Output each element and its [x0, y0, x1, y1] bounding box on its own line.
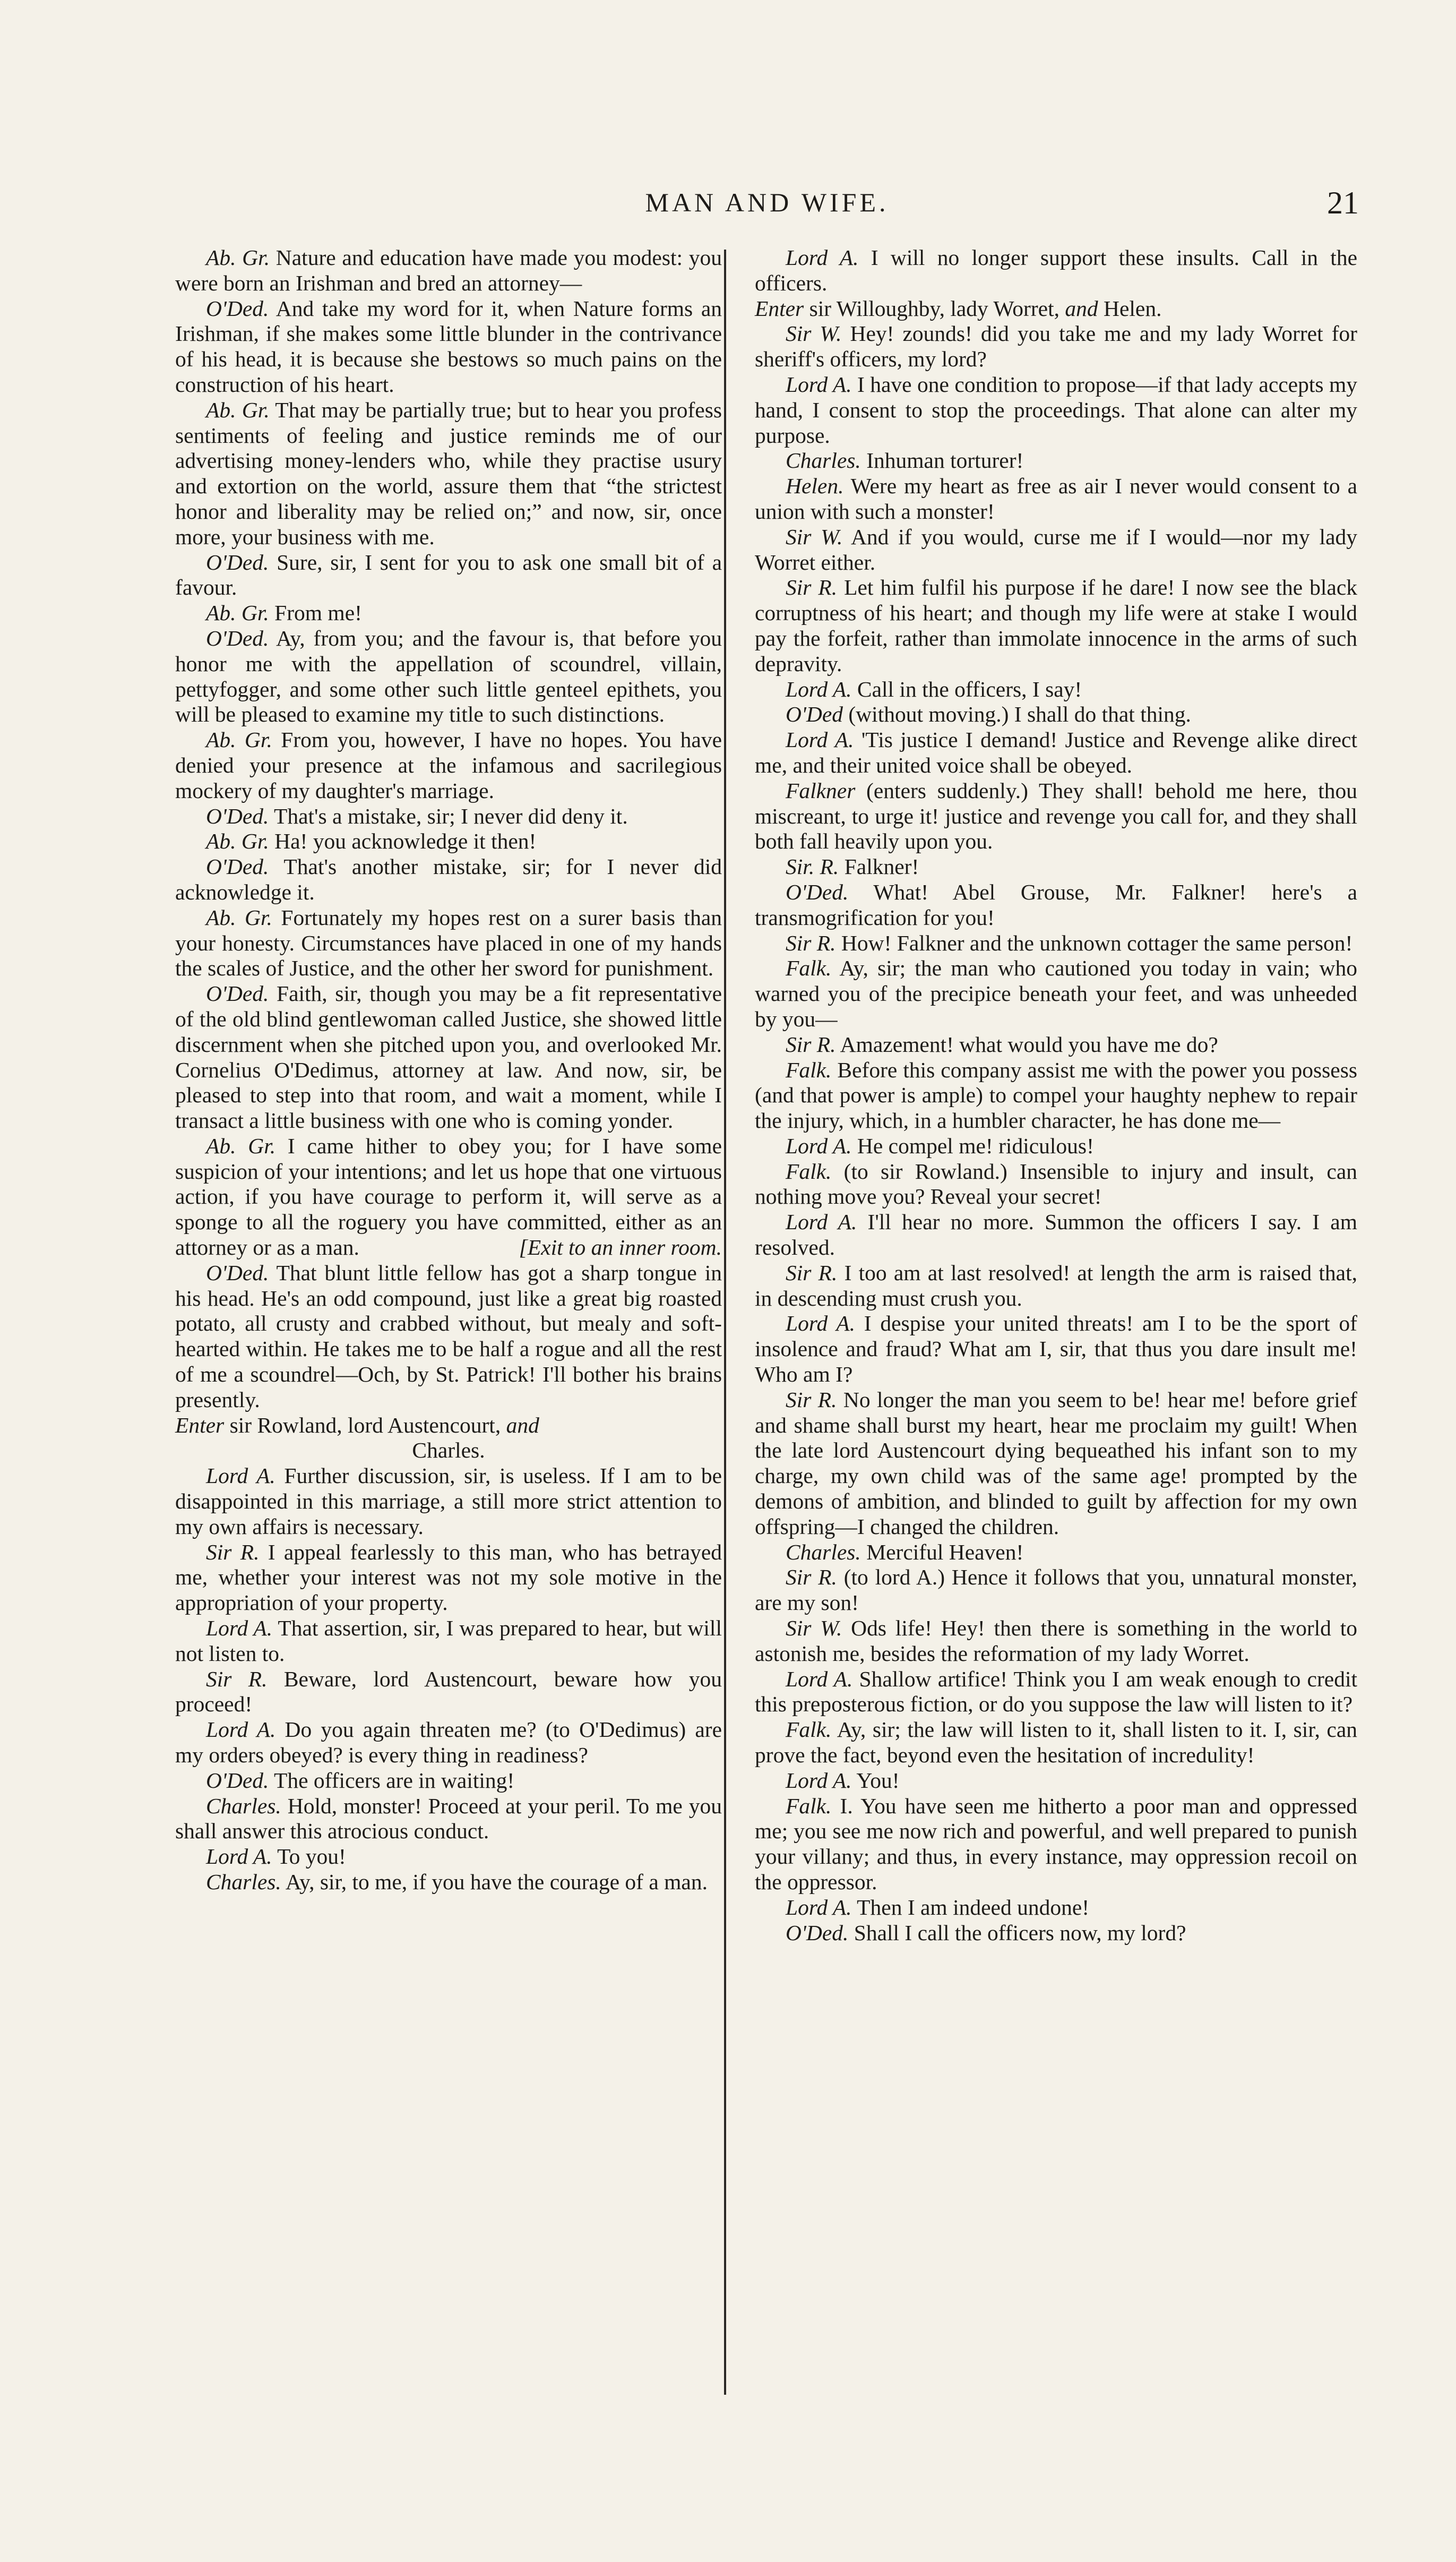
- speaker-name: Falk.: [786, 956, 832, 981]
- speaker-name: Lord A.: [206, 1844, 272, 1869]
- stage-center: Charles.: [412, 1438, 485, 1463]
- speech-paragraph: [175, 1540, 722, 1616]
- speaker-name: Sir. R.: [786, 854, 839, 879]
- speech-text: (without moving.) I shall do that thing.: [843, 702, 1191, 727]
- speech-text: And take my word for it, when Nature forms an Irishman, if she makes some little blunder in the contrivance of his head, it is because she bestows so much pains on the construction of his heart.: [175, 296, 722, 397]
- speech-paragraph: [755, 956, 1357, 1032]
- speech-text: Hey! zounds! did you take me and my lady Worret for sheriff's officers, my lord?: [755, 321, 1357, 372]
- speech-text: Fortunately my hopes rest on a surer basis than your honesty. Circumstances have placed in one of my hands the scales of Justice, and the other her sword for punishment.: [175, 905, 722, 981]
- speech-text: That's another mistake, sir; for I never did acknowledge it.: [175, 854, 722, 904]
- speaker-name: Falk.: [786, 1057, 832, 1082]
- speech-text: Ay, sir, to me, if you have the courage of a man.: [281, 1870, 708, 1894]
- speech-text: I have one condition to propose—if that lady accepts my hand, I consent to stop the proceedings. That alone can alter my purpose.: [755, 372, 1357, 448]
- speaker-name: O'Ded.: [206, 550, 269, 575]
- speaker-name: O'Ded.: [206, 1260, 269, 1285]
- speech-paragraph: [755, 525, 1357, 576]
- speech-paragraph: [755, 1210, 1357, 1261]
- speech-paragraph: [755, 1794, 1357, 1895]
- speaker-name: O'Ded.: [206, 803, 269, 828]
- stage-enter: Enter: [175, 1412, 225, 1437]
- speaker-name: Lord A.: [206, 1717, 276, 1742]
- speaker-name: Lord A.: [786, 1210, 857, 1235]
- speaker-name: O'Ded.: [206, 981, 269, 1006]
- speech-paragraph: [175, 1768, 722, 1794]
- speech-paragraph: [175, 296, 722, 398]
- speaker-name: Lord A.: [786, 1768, 852, 1793]
- speech-text: (to sir Rowland.) Insensible to injury and insult, can nothing move you? Reveal your secret!: [755, 1159, 1357, 1209]
- speaker-name: Falk.: [786, 1793, 832, 1818]
- speech-paragraph: [755, 372, 1357, 448]
- speech-text: How! Falkner and the unknown cottager the same person!: [835, 930, 1353, 955]
- speech-text: That blunt little fellow has got a sharp tongue in his head. He's an odd compound, just like a great big roasted potato, all crusty and crabbed without, but mealy and soft-hearted within. He takes me to be half a rogue and all the rest of me a scoundrel—Och, by St. Patrick! I'll bother his brains presently.: [175, 1260, 722, 1412]
- running-title: MAN AND WIFE.: [645, 187, 889, 217]
- speech-paragraph: [755, 1717, 1357, 1768]
- speaker-name: Sir W.: [786, 321, 842, 346]
- speaker-name: Sir R.: [786, 930, 836, 955]
- speaker-name: Falkner: [786, 778, 856, 803]
- speaker-name: O'Ded.: [206, 296, 269, 321]
- speech-text: Ods life! Hey! then there is something in the world to astonish me, besides the reformation of my lady Worret.: [755, 1616, 1357, 1666]
- speech-paragraph: [755, 1311, 1357, 1387]
- speaker-name: Ab. Gr.: [206, 397, 270, 422]
- speaker-name: O'Ded.: [786, 1920, 849, 1945]
- stage-tail: Helen.: [1098, 296, 1162, 321]
- speech-text: Ay, from you; and the favour is, that before you honor me with the appellation of scoundrel, villain, pettyfogger, and some other such little genteel epithets, you will be pleased to examine my title to such distinctions.: [175, 625, 722, 727]
- speaker-name: Charles.: [786, 448, 861, 473]
- speaker-name: Sir R.: [206, 1539, 260, 1564]
- speech-text: Before this company assist me with the power you possess (and that power is ample) to compel your haughty nephew to repair the injury, which, in a humbler character, he has done me—: [755, 1057, 1357, 1133]
- speech-text: The officers are in waiting!: [269, 1768, 515, 1793]
- speech-text: I too am at last resolved! at length the arm is raised that, in descending must crush you.: [755, 1260, 1358, 1310]
- speech-text: (enters suddenly.) They shall! behold me here, thou miscreant, to urge it! justice and revenge you call for, and they shall both fall heavily upon you.: [755, 778, 1357, 854]
- speech-text: Call in the officers, I say!: [851, 676, 1082, 701]
- speech-paragraph: [175, 550, 722, 601]
- speech-paragraph: [175, 1794, 722, 1845]
- speaker-name: Lord A.: [786, 1311, 855, 1336]
- speech-text: Sure, sir, I sent for you to ask one small bit of a favour.: [175, 550, 722, 600]
- speaker-name: Ab. Gr.: [206, 727, 272, 752]
- speech-text: I will no longer support these insults. Call in the officers.: [755, 245, 1357, 295]
- speaker-name: Lord A.: [786, 727, 854, 752]
- speaker-name: Ab. Gr.: [206, 1133, 276, 1158]
- speech-paragraph: [755, 1261, 1357, 1312]
- speech-text: Further discussion, sir, is useless. If I am to be disappointed in this marriage, a still more strict attention to my own affairs is necessary.: [175, 1463, 722, 1539]
- speech-paragraph: [755, 1616, 1357, 1667]
- speech-text: Merciful Heaven!: [860, 1539, 1024, 1564]
- speech-paragraph: [175, 1463, 722, 1539]
- speaker-name: Sir W.: [786, 524, 843, 549]
- speech-paragraph: [175, 727, 722, 803]
- speech-paragraph: [755, 575, 1357, 676]
- speaker-name: Falk.: [786, 1159, 832, 1184]
- speech-paragraph: [175, 1870, 722, 1895]
- speaker-name: Lord A.: [786, 372, 852, 397]
- speech-paragraph: [175, 1261, 722, 1413]
- stage-text: sir Rowland, lord Austencourt,: [224, 1412, 506, 1437]
- speaker-name: O'Ded.: [206, 1768, 269, 1793]
- speaker-name: O'Ded.: [206, 854, 269, 879]
- left-column: [175, 245, 722, 1895]
- speaker-name: O'Ded.: [786, 879, 849, 904]
- speech-text: Ay, sir; the man who cautioned you today in vain; who warned you of the precipice beneath your feet, and was unheeded by you—: [755, 956, 1357, 1031]
- speech-text: Let him fulfil his purpose if he dare! I now see the black corruptness of his heart; and though my life were at stake I would pay the forfeit, rather than immolate innocence in the arms of such depravity.: [755, 575, 1357, 676]
- speech-text: From me!: [269, 601, 362, 625]
- speech-text: Faith, sir, though you may be a fit representative of the old blind gentlewoman called Justice, she showed little discernment when she pitched upon you, and overlooked Mr. Cornelius O'Dedimus, attorney at law. And now, sir, be pleased to step into that room, and wait a moment, while I transact a little business with one who is coming yonder.: [175, 981, 722, 1133]
- page-header: [175, 187, 1359, 229]
- speech-paragraph: [755, 1058, 1357, 1134]
- speech-text: 'Tis justice I demand! Justice and Revenge alike direct me, and their united voice shall be obeyed.: [755, 727, 1357, 777]
- speech-paragraph: [175, 829, 722, 854]
- speech-paragraph: [755, 1540, 1357, 1565]
- speaker-name: Sir R.: [786, 1260, 838, 1285]
- speech-paragraph: [175, 1667, 722, 1718]
- speech-paragraph: [755, 854, 1357, 880]
- stage-direction: [175, 1413, 722, 1464]
- speech-text: No longer the man you seem to be! hear me! before grief and shame shall burst my heart, hear me proclaim my guilt! When the late lord Austencourt dying bequeathed his infant son to my charge, my own child was of the same age! prompted by the demons of ambition, and blinded to guilt by affection for my own offspring—I changed the children.: [755, 1387, 1358, 1539]
- page-number: 21: [1327, 185, 1359, 220]
- speaker-name: Lord A.: [786, 676, 852, 701]
- speaker-name: Sir R.: [786, 1565, 837, 1590]
- speech-paragraph: [175, 626, 722, 727]
- speech-text: Do you again threaten me? (to O'Dedimus) are my orders obeyed? is every thing in readiness?: [175, 1717, 722, 1768]
- exit-direction: [Exit to an inner room.: [519, 1235, 722, 1260]
- speaker-name: Lord A.: [786, 1666, 853, 1691]
- speech-paragraph: [755, 1134, 1357, 1159]
- speech-paragraph: [755, 1387, 1357, 1540]
- speech-text: Nature and education have made you modest: you were born an Irishman and bred an attorney—: [175, 245, 722, 295]
- speech-text: You!: [851, 1768, 900, 1793]
- speech-text: Ha! you acknowledge it then!: [269, 829, 537, 854]
- speaker-name: Ab. Gr.: [206, 829, 269, 854]
- speech-paragraph: [755, 1032, 1357, 1058]
- speaker-name: Lord A.: [206, 1463, 275, 1488]
- speech-paragraph: [755, 880, 1357, 931]
- speech-text: I came hither to obey you; for I have some suspicion of your intentions; and let us hope that one virtuous action, if you have courage to perform it, will serve as a sponge to all the roguery you have committed, either as an attorney or as a man.: [175, 1133, 722, 1260]
- speech-paragraph: [175, 1134, 722, 1261]
- speech-text: He compel me! ridiculous!: [851, 1133, 1094, 1158]
- speaker-name: Sir R.: [786, 575, 838, 600]
- speech-text: Shall I call the officers now, my lord?: [848, 1920, 1186, 1945]
- right-column: [755, 245, 1357, 1946]
- speaker-name: Ab. Gr.: [206, 601, 269, 625]
- speaker-name: O'Ded: [786, 702, 843, 727]
- speech-paragraph: [755, 1768, 1357, 1794]
- speech-paragraph: [755, 1667, 1357, 1718]
- speech-text: Ay, sir; the law will listen to it, shall listen to it. I, sir, can prove the fact, beyond even the hesitation of incredulity!: [755, 1717, 1357, 1768]
- speech-paragraph: [175, 1616, 722, 1667]
- speech-text: That may be partially true; but to hear you profess sentiments of feeling and justice reminds me of our advertising money-lenders who, while they practise usury and extortion on the world, assure them that “the strictest honor and liberality may be relied on;” and now, sir, once more, your business with me.: [175, 397, 722, 549]
- speaker-name: Ab. Gr.: [206, 245, 270, 270]
- speaker-name: Lord A.: [786, 245, 859, 270]
- speaker-name: O'Ded.: [206, 625, 269, 650]
- speech-text: Hold, monster! Proceed at your peril. To me you shall answer this atrocious conduct.: [175, 1793, 722, 1844]
- speech-paragraph: [175, 905, 722, 981]
- speech-text: Were my heart as free as air I never would consent to a union with such a monster!: [755, 474, 1357, 524]
- speaker-name: Helen.: [786, 474, 844, 499]
- speech-text: Then I am indeed undone!: [851, 1895, 1090, 1920]
- speech-paragraph: [755, 474, 1357, 525]
- speech-paragraph: [175, 398, 722, 550]
- speech-paragraph: [755, 677, 1357, 702]
- speech-paragraph: [755, 702, 1357, 727]
- speech-text: What! Abel Grouse, Mr. Falkner! here's a transmogrification for you!: [755, 879, 1357, 930]
- speaker-name: Lord A.: [786, 1133, 852, 1158]
- speech-paragraph: [175, 804, 722, 829]
- speech-paragraph: [755, 778, 1357, 854]
- speaker-name: Charles.: [206, 1793, 281, 1818]
- speech-text: (to lord A.) Hence it follows that you, unnatural monster, are my son!: [755, 1565, 1358, 1615]
- speech-text: I appeal fearlessly to this man, who has betrayed me, whether your interest was not my sole motive in the appropriation of your property.: [175, 1539, 722, 1615]
- speaker-name: Ab. Gr.: [206, 905, 272, 930]
- speech-paragraph: [175, 981, 722, 1134]
- speech-text: Falkner!: [839, 854, 919, 879]
- speaker-name: Lord A.: [206, 1616, 273, 1641]
- speech-text: From you, however, I have no hopes. You have denied your presence at the infamous and sacrilegious mockery of my daughter's marriage.: [175, 727, 722, 803]
- speaker-name: Lord A.: [786, 1895, 852, 1920]
- speech-text: That's a mistake, sir; I never did deny it.: [269, 803, 628, 828]
- speech-paragraph: [755, 1565, 1357, 1616]
- speech-text: Amazement! what would you have me do?: [835, 1032, 1218, 1057]
- stage-enter: Enter: [755, 296, 804, 321]
- speaker-name: Sir R.: [206, 1666, 268, 1691]
- speech-paragraph: [755, 1159, 1357, 1210]
- speaker-name: Charles.: [206, 1870, 281, 1894]
- speech-paragraph: [755, 727, 1357, 778]
- speech-paragraph: [175, 1717, 722, 1768]
- speech-paragraph: [755, 1895, 1357, 1921]
- speaker-name: Sir R.: [786, 1032, 836, 1057]
- speech-text: Beware, lord Austencourt, beware how you proceed!: [175, 1666, 722, 1717]
- stage-and: and: [506, 1412, 539, 1437]
- column-divider: [724, 250, 726, 2395]
- speech-text: And if you would, curse me if I would—nor my lady Worret either.: [755, 524, 1357, 575]
- speech-text: I despise your united threats! am I to be the sport of insolence and fraud? What am I, sir, that thus you dare insult me! Who am I?: [755, 1311, 1357, 1387]
- speech-paragraph: [755, 245, 1357, 296]
- speech-paragraph: [175, 601, 722, 626]
- stage-direction: [755, 296, 1357, 322]
- speech-paragraph: [175, 245, 722, 296]
- speech-paragraph: [755, 931, 1357, 956]
- speech-text: To you!: [272, 1844, 346, 1869]
- speech-paragraph: [175, 854, 722, 905]
- speaker-name: Sir R.: [786, 1387, 837, 1412]
- speech-paragraph: [755, 448, 1357, 474]
- speaker-name: Sir W.: [786, 1616, 842, 1641]
- speech-paragraph: [175, 1844, 722, 1870]
- speech-paragraph: [755, 1921, 1357, 1946]
- stage-text: sir Willoughby, lady Worret,: [804, 296, 1065, 321]
- speaker-name: Falk.: [786, 1717, 832, 1742]
- speech-text: Shallow artifice! Think you I am weak enough to credit this preposterous fiction, or do you suppose the law will listen to it?: [755, 1666, 1358, 1717]
- speech-text: I. You have seen me hitherto a poor man and oppressed me; you see me now rich and powerful, and well prepared to punish your villany; and thus, in every instance, may oppression recoil on the oppressor.: [755, 1793, 1357, 1894]
- speech-text: Inhuman torturer!: [860, 448, 1024, 473]
- stage-and: and: [1065, 296, 1098, 321]
- speech-paragraph: [755, 321, 1357, 372]
- speech-text: I'll hear no more. Summon the officers I say. I am resolved.: [755, 1210, 1357, 1260]
- speaker-name: Charles.: [786, 1539, 861, 1564]
- speech-text: That assertion, sir, I was prepared to hear, but will not listen to.: [175, 1616, 722, 1666]
